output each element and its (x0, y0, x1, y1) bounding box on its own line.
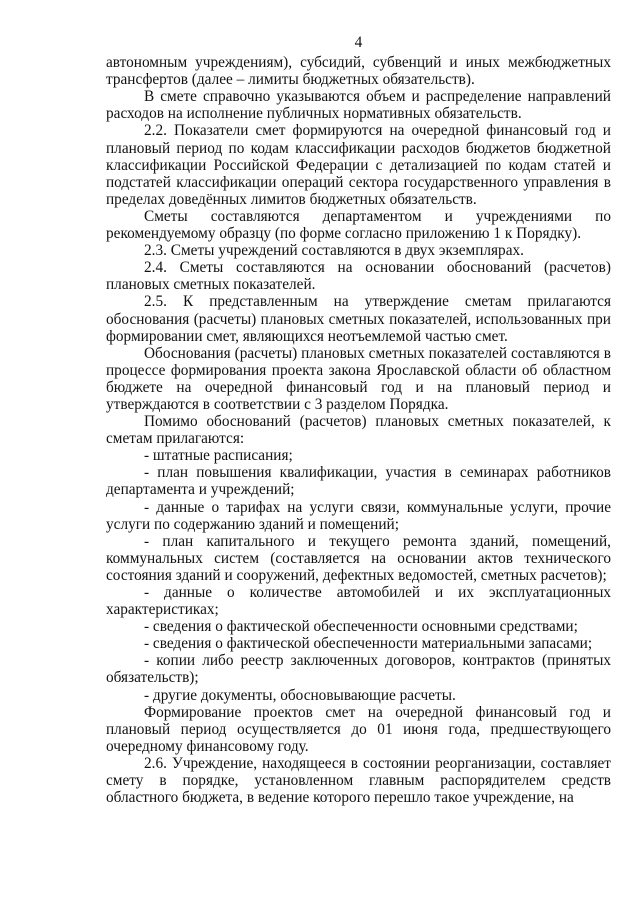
paragraph-estimates-form: Сметы составляются департаментом и учреждениями по рекомендуемому образцу (по форме согласно приложению 1 к Порядку). (106, 207, 611, 243)
list-item: - план капитального и текущего ремонта зданий, помещений, коммунальных систем (составляется на основании актов технического состояния зданий и сооружений, дефектных ведомостей, сметных расчетов); (106, 532, 611, 584)
paragraph-2-5: 2.5. К представленным на утверждение сметам прилагаются обоснования (расчеты) плановых сметных показателей, использованных при формировании смет, являющихся неотъемлемой частью смет. (106, 293, 611, 345)
page-number: 4 (354, 34, 363, 51)
paragraph-2-6: 2.6. Учреждение, находящееся в состоянии реорганизации, составляет смету в порядке, установленном главным распорядителем средств областного бюджета, в ведение которого перешло такое учреждение, на (106, 754, 611, 807)
paragraph-deadline: Формирование проектов смет на очередной финансовый год и плановый период осуществляется до 01 июня года, предшествующего очередному финансовому году. (106, 703, 611, 755)
paragraph-2-4: 2.4. Сметы составляются на основании обоснований (расчетов) плановых сметных показателей. (106, 259, 611, 294)
paragraph-continuation: автономным учреждениям), субсидий, субвенций и иных межбюджетных трансфертов (далее – лимиты бюджетных обязательств). (106, 54, 611, 89)
paragraph-2-3: 2.3. Сметы учреждений составляются в двух экземплярах. (144, 242, 524, 260)
paragraph-attachments-intro: Помимо обоснований (расчетов) плановых сметных показателей, к сметам прилагаются: (106, 413, 611, 448)
paragraph-reference-info: В смете справочно указываются объем и распределение направлений расходов на исполнение публичных нормативных обязательств. (106, 88, 611, 123)
list-item: - штатные расписания; (144, 447, 293, 465)
list-item: - данные о количестве автомобилей и их эксплуатационных характеристиках; (106, 584, 611, 619)
list-item: - сведения о фактической обеспеченности основными средствами; (144, 618, 578, 636)
paragraph-2-2: 2.2. Показатели смет формируются на очередной финансовый год и плановый период по кодам классификации расходов бюджетов бюджетной классификации Российской Федерации с детализацией по кодам статей и подстатей классификации операций сектора государственного управления в пределах доведённых лимитов бюджетных обязательств. (106, 122, 611, 208)
list-item: - план повышения квалификации, участия в семинарах работников департамента и учреждений; (106, 464, 611, 499)
list-item: - другие документы, обосновывающие расчеты. (144, 686, 456, 704)
paragraph-justifications: Обоснования (расчеты) плановых сметных показателей составляются в процессе формирования проекта закона Ярославской области об областном бюджете на очередной финансовый год и на плановый период и утверждаются в соответствии с 3 разделом Порядка. (106, 344, 611, 413)
list-item: - копии либо реестр заключенных договоров, контрактов (принятых обязательств); (106, 652, 611, 687)
list-item: - данные о тарифах на услуги связи, коммунальные услуги, прочие услуги по содержанию зданий и помещений; (106, 498, 611, 533)
document-page (106, 34, 611, 806)
list-item: - сведения о фактической обеспеченности материальными запасами; (144, 635, 593, 653)
